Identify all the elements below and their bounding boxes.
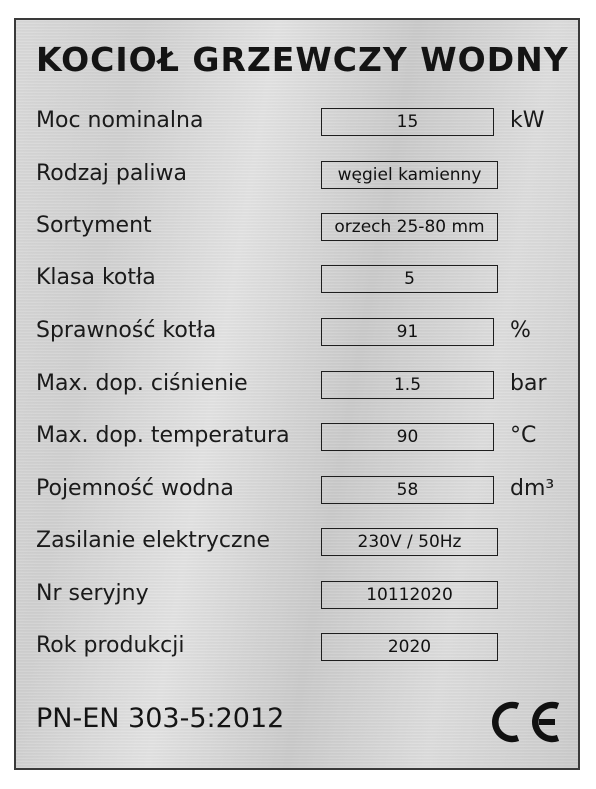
row-unit: dm³ [510, 476, 555, 501]
row-label: Zasilanie elektryczne [36, 528, 271, 553]
row-label: Max. dop. ciśnienie [36, 371, 248, 396]
row-unit: kW [510, 108, 545, 133]
row-nr-seryjny [16, 581, 578, 615]
row-value-box: 90 [321, 423, 494, 451]
row-label: Rok produkcji [36, 633, 185, 658]
standard-code: PN-EN 303-5:2012 [36, 703, 285, 734]
row-value-box: 2020 [321, 633, 498, 661]
row-unit: °C [510, 423, 537, 448]
row-label: Pojemność wodna [36, 476, 234, 501]
row-label: Moc nominalna [36, 108, 204, 133]
row-value-box: 1.5 [321, 371, 494, 399]
row-label: Sprawność kotła [36, 318, 217, 343]
row-value-box: węgiel kamienny [321, 161, 498, 189]
row-label: Max. dop. temperatura [36, 423, 290, 448]
rating-plate [14, 18, 580, 770]
row-value-box: 58 [321, 476, 494, 504]
row-label: Rodzaj paliwa [36, 161, 188, 186]
row-max-cisnienie [16, 371, 578, 405]
row-rodzaj-paliwa [16, 161, 578, 195]
row-value-box: 15 [321, 108, 494, 136]
row-value-box: 5 [321, 265, 498, 293]
row-value-box: 230V / 50Hz [321, 528, 498, 556]
row-value-box: orzech 25-80 mm [321, 213, 498, 241]
row-unit: % [510, 318, 531, 343]
row-pojemnosc-wodna [16, 476, 578, 510]
row-sprawnosc-kotla [16, 318, 578, 352]
row-moc-nominalna [16, 108, 578, 142]
row-label: Nr seryjny [36, 581, 149, 606]
row-value-box: 91 [321, 318, 494, 346]
row-max-temperatura [16, 423, 578, 457]
row-rok-produkcji [16, 633, 578, 667]
row-unit: bar [510, 371, 547, 396]
row-value-box: 10112020 [321, 581, 498, 609]
row-label: Klasa kotła [36, 265, 156, 290]
row-label: Sortyment [36, 213, 152, 238]
row-sortyment [16, 213, 578, 247]
row-klasa-kotla [16, 265, 578, 299]
plate-title: KOCIOŁ GRZEWCZY WODNY [36, 40, 569, 79]
ce-mark-icon [486, 698, 562, 746]
row-zasilanie [16, 528, 578, 562]
